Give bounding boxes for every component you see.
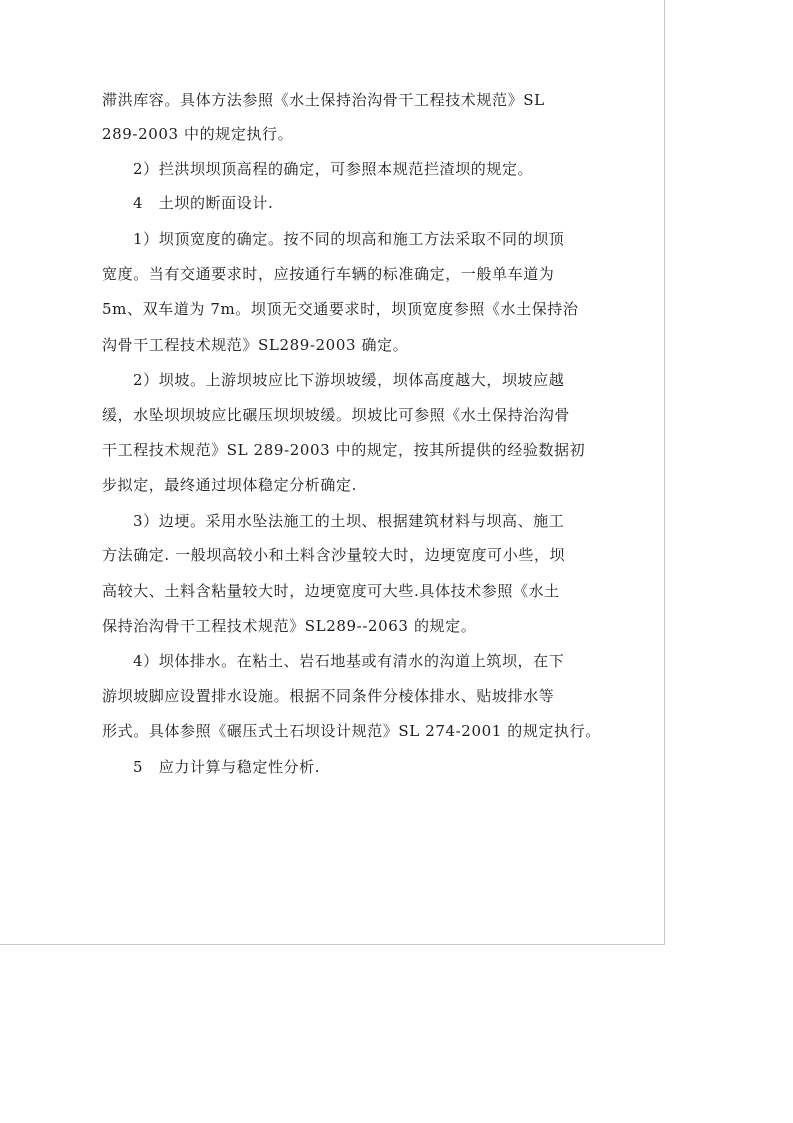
text-line: 2）拦洪坝坝顶高程的确定，可参照本规范拦渣坝的规定。 (133, 160, 534, 178)
text-line: 5m、双车道为 7m。坝顶无交通要求时，坝顶宽度参照《水土保持治 (102, 300, 579, 318)
text-line: 形式。具体参照《碾压式土石坝设计规范》SL 274-2001 的规定执行。 (102, 722, 601, 740)
text-line: 保持治沟骨干工程技术规范》SL289--2063 的规定。 (102, 617, 477, 635)
text-line: 1）坝顶宽度的确定。按不同的坝高和施工方法采取不同的坝顶 (133, 230, 565, 248)
text-line: 3）边埂。采用水坠法施工的土坝、根据建筑材料与坝高、施工 (133, 512, 565, 530)
text-line: 步拟定，最终通过坝体稳定分析确定. (102, 476, 357, 494)
text-line: 缓，水坠坝坝坡应比碾压坝坝坡缓。坝坡比可参照《水土保持治沟骨 (102, 406, 571, 424)
text-line: 滞洪库容。具体方法参照《水土保持治沟骨干工程技术规范》SL (102, 91, 545, 109)
text-line: 沟骨干工程技术规范》SL289-2003 确定。 (102, 336, 409, 354)
section-heading: 4 土坝的断面设计. (133, 194, 274, 212)
text-line: 游坝坡脚应设置排水设施。根据不同条件分棱体排水、贴坡排水等 (102, 687, 555, 705)
text-line: 宽度。当有交通要求时，应按通行车辆的标准确定，一般单车道为 (102, 265, 555, 283)
text-line: 干工程技术规范》SL 289-2003 中的规定，按其所提供的经验数据初 (102, 441, 586, 459)
text-line: 2）坝坡。上游坝坡应比下游坝坡缓，坝体高度越大，坝坡应越 (133, 371, 565, 389)
section-heading: 5 应力计算与稳定性分析. (133, 758, 321, 776)
text-line: 4）坝体排水。在粘土、岩石地基或有清水的沟道上筑坝，在下 (133, 652, 565, 670)
text-line: 方法确定. 一般坝高较小和土料含沙量较大时，边埂宽度可小些，坝 (102, 546, 566, 564)
text-line: 高较大、土料含粘量较大时，边埂宽度可大些.具体技术参照《水土 (102, 582, 560, 600)
text-line: 289-2003 中的规定执行。 (102, 125, 294, 143)
